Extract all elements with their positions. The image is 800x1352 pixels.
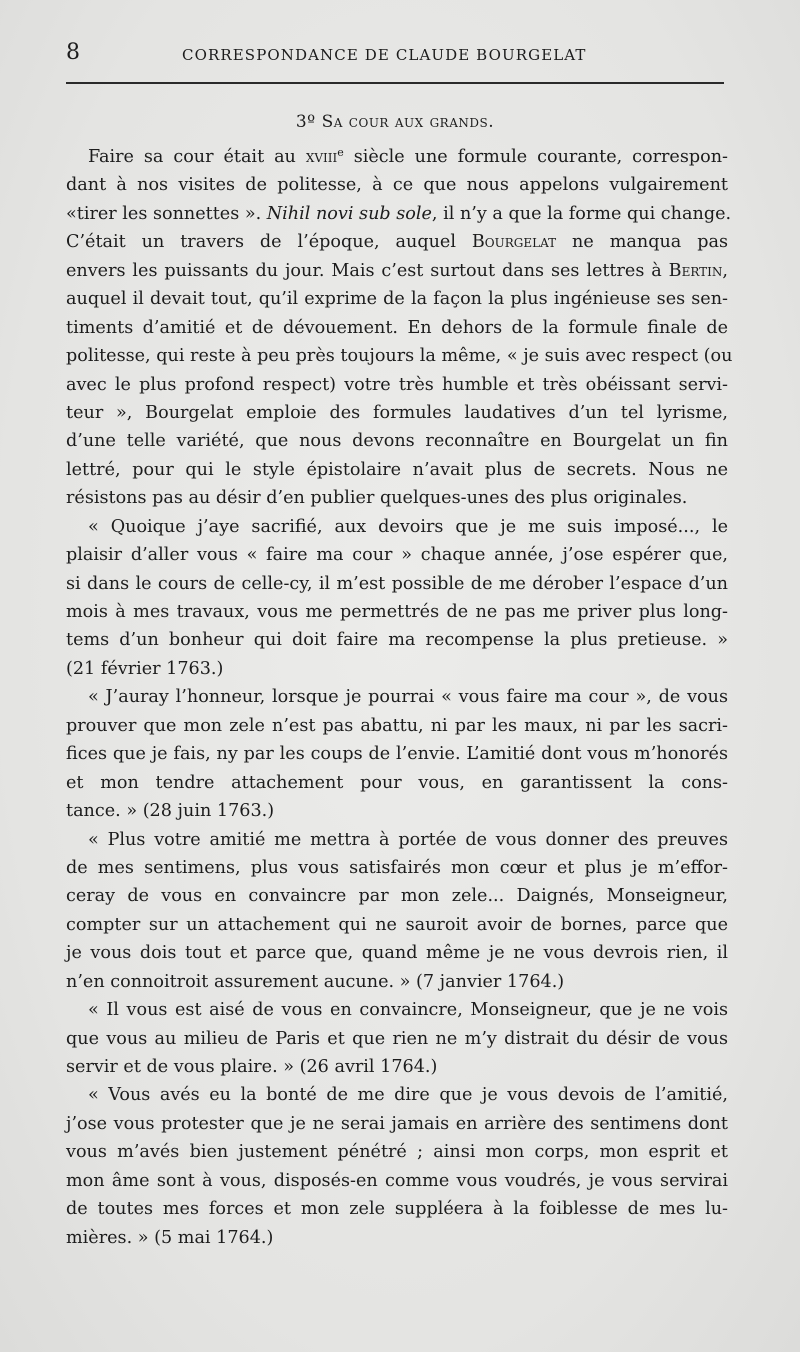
text-run: mières. » (5 mai 1764.)	[66, 1227, 274, 1248]
text-line	[66, 769, 728, 797]
text-line	[66, 1025, 728, 1053]
body-text	[66, 143, 733, 1252]
text-line	[66, 427, 728, 455]
text-run: tance. » (28 juin 1763.)	[66, 801, 275, 822]
text-run: fices que je fais, ny par les coups de l’envie. L’amitié dont vous m’honorés	[66, 744, 728, 765]
text-run: Faire sa cour était au	[88, 147, 306, 167]
text-run: vous m’avés bien justement pénétré ; ainsi mon corps, mon esprit et	[66, 1142, 728, 1163]
running-head	[66, 40, 726, 70]
text-run: résistons pas au désir d’en publier quelques-unes des plus originales.	[66, 488, 688, 509]
text-run: n’en connoitroit assurement aucune. » (7 janvier 1764.)	[66, 971, 565, 992]
text-line	[66, 200, 732, 228]
text-line	[66, 1110, 728, 1138]
text-run: teur », Bourgelat emploie des formules laudatives d’un tel lyrisme,	[66, 402, 728, 423]
text-run: de toutes mes forces et mon zele suppléera à la foiblesse de mes lu-	[66, 1199, 728, 1220]
text-run: mon âme sont à vous, disposés-en comme vous voudrés, je vous servirai	[66, 1170, 728, 1191]
text-line	[66, 826, 728, 854]
text-run: ne manqua pas	[556, 232, 728, 253]
text-line	[66, 257, 728, 285]
text-run: servir et de vous plaire. » (26 avril 1764.)	[66, 1057, 438, 1077]
text-run: Bourgelat	[471, 232, 557, 253]
text-run: , il n’y a que la forme qui change.	[431, 203, 732, 224]
text-run: et mon tendre attachement pour vous, en garantissent la cons-	[66, 772, 728, 793]
paragraph	[66, 996, 728, 1081]
running-title: CORRESPONDANCE DE CLAUDE BOURGELAT	[182, 46, 587, 64]
text-run: « Quoique j’aye sacrifié, aux devoirs que je me suis imposé..., le	[88, 516, 728, 537]
text-run: xviii	[305, 147, 338, 167]
text-run: « Vous avés eu la bonté de me dire que je vous devois de l’amitié,	[88, 1085, 728, 1106]
paragraph	[66, 826, 728, 997]
text-run: auquel il devait tout, qu’il exprime de la façon la plus ingénieuse ses sen-	[66, 289, 728, 310]
text-run: «tirer les sonnettes ».	[66, 203, 267, 224]
text-line	[66, 598, 728, 626]
text-line	[66, 626, 728, 654]
text-run: ceray de vous en convaincre par mon zele... Daignés, Monseigneur,	[66, 886, 728, 907]
text-line	[66, 655, 728, 683]
text-run: « Il vous est aisé de vous en convaincre, Monseigneur, que je ne vois	[88, 1000, 728, 1021]
text-line	[66, 342, 733, 370]
text-line	[66, 740, 728, 768]
page-number: 8	[66, 40, 80, 65]
text-run: ,	[722, 260, 728, 281]
text-run: timents d’amitié et de dévouement. En dehors de la formule finale de	[66, 317, 728, 338]
text-line	[66, 939, 728, 967]
text-run: lettré, pour qui le style épistolaire n’avait plus de secrets. Nous ne	[66, 459, 728, 480]
text-run: mois à mes travaux, vous me permettrés de ne pas me priver plus long-	[66, 602, 728, 622]
text-run: envers les puissants du jour. Mais c’est surtout dans ses lettres à	[66, 260, 669, 281]
section-number: 3º	[295, 112, 316, 132]
text-run: Bertin	[668, 260, 723, 281]
text-run: avec le plus profond respect) votre très humble et très obéissant servi-	[66, 374, 728, 395]
text-run: e	[337, 146, 344, 159]
text-line	[66, 1081, 728, 1109]
text-line	[66, 143, 728, 171]
text-line	[66, 513, 728, 541]
text-run: je vous dois tout et parce que, quand même je ne vous devrois rien, il	[66, 943, 728, 964]
text-line	[66, 797, 728, 825]
text-line	[66, 285, 728, 313]
text-run: plaisir d’aller vous « faire ma cour » chaque année, j’ose espérer que,	[66, 545, 728, 566]
text-line	[66, 228, 728, 256]
text-line	[66, 371, 728, 399]
text-line	[66, 456, 728, 484]
text-line	[66, 1224, 728, 1252]
text-line	[66, 541, 728, 569]
text-line	[66, 854, 728, 882]
paragraph	[66, 1081, 728, 1252]
text-run: j’ose vous protester que je ne serai jamais en arrière des sentimens dont	[66, 1113, 728, 1134]
text-line	[66, 1167, 728, 1195]
text-line	[66, 399, 728, 427]
text-line	[66, 882, 728, 910]
text-run: que vous au milieu de Paris et que rien ne m’y distrait du désir de vous	[66, 1028, 728, 1049]
text-line	[66, 996, 728, 1024]
header-rule	[66, 82, 724, 84]
paragraph	[66, 683, 728, 825]
section-title: Sa cour aux grands.	[321, 112, 495, 132]
text-line	[66, 712, 728, 740]
text-run: C’était un travers de l’époque, auquel	[66, 232, 472, 253]
text-run: Nihil novi sub sole	[266, 203, 432, 224]
text-line	[66, 1053, 728, 1081]
text-run: « Plus votre amitié me mettra à portée de vous donner des preuves	[88, 829, 728, 850]
text-run: d’une telle variété, que nous devons reconnaître en Bourgelat un fin	[66, 431, 728, 452]
text-run: dant à nos visites de politesse, à ce que nous appelons vulgairement	[66, 175, 728, 196]
section-heading	[66, 112, 724, 132]
text-run: prouver que mon zele n’est pas abattu, ni par les maux, ni par les sacri-	[66, 715, 728, 736]
text-run: « J’auray l’honneur, lorsque je pourrai « vous faire ma cour », de vous	[88, 687, 728, 708]
text-run: tems d’un bonheur qui doit faire ma recompense la plus pretieuse. »	[66, 630, 728, 651]
text-line	[66, 314, 728, 342]
text-line	[66, 171, 728, 199]
paragraph	[66, 513, 728, 684]
text-run: compter sur un attachement qui ne sauroit avoir de bornes, parce que	[66, 914, 728, 935]
text-run: si dans le cours de celle-cy, il m’est possible de me dérober l’espace d’un	[66, 573, 728, 594]
text-line	[66, 1138, 728, 1166]
text-line	[66, 484, 728, 512]
text-line	[66, 968, 728, 996]
text-run: (21 février 1763.)	[66, 658, 224, 679]
paragraph	[66, 143, 733, 513]
text-run: siècle une formule courante, correspon-	[343, 147, 728, 167]
text-run: de mes sentimens, plus vous satisfairés mon cœur et plus je m’effor-	[66, 857, 728, 878]
text-line	[66, 683, 728, 711]
text-line	[66, 570, 728, 598]
text-line	[66, 911, 728, 939]
text-line	[66, 1195, 728, 1223]
text-run: politesse, qui reste à peu près toujours la même, « je suis avec respect (ou	[66, 346, 733, 367]
